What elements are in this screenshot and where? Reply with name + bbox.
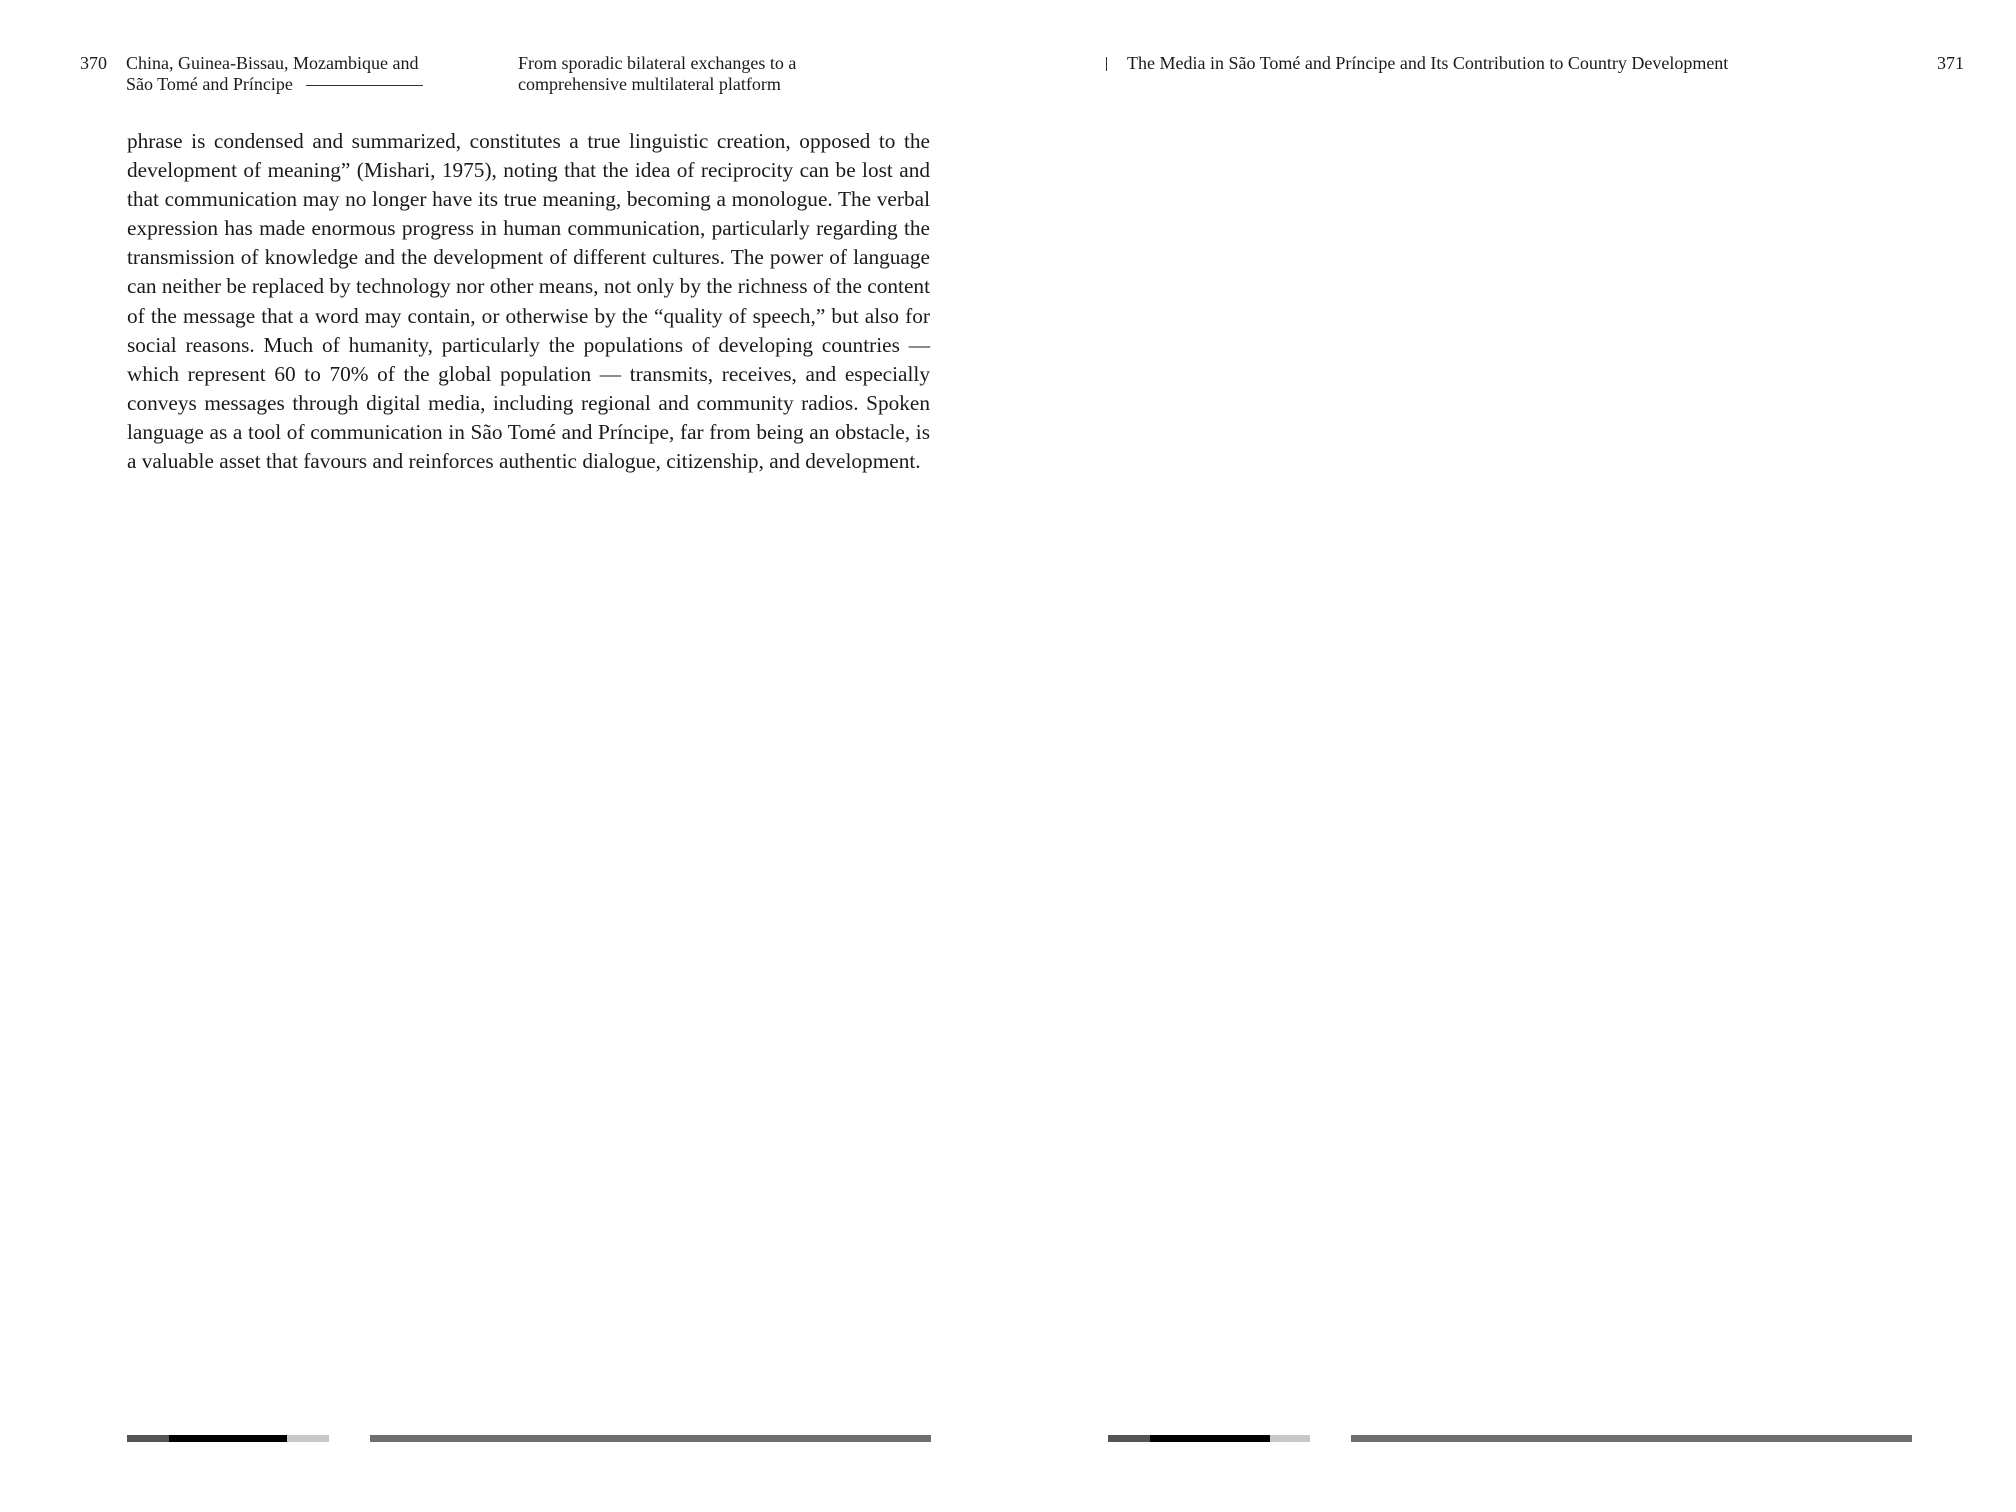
right-footer-bar-long <box>1351 1435 1912 1442</box>
right-footer-bar-dark <box>1108 1435 1150 1442</box>
header-separator <box>1106 57 1107 71</box>
chapter-title: The Media in São Tomé and Príncipe and Its Contribution to Country Development <box>1127 53 1729 73</box>
left-footer-bar-long <box>370 1435 931 1442</box>
book-title-line-1: China, Guinea-Bissau, Mozambique and <box>126 53 419 73</box>
part-title-line-2: comprehensive multilateral platform <box>518 74 781 94</box>
part-title <box>518 53 796 95</box>
right-footer-bar-light <box>1270 1435 1310 1442</box>
right-footer-bar-black <box>1150 1435 1270 1442</box>
book-title-line-2-row <box>126 74 423 95</box>
left-footer-bar-light <box>287 1435 329 1442</box>
book-title-line-2: São Tomé and Príncipe <box>126 74 293 94</box>
book-title <box>126 53 423 95</box>
left-footer-bar-black <box>169 1435 287 1442</box>
part-title-line-1: From sporadic bilateral exchanges to a <box>518 53 797 73</box>
body-paragraph: phrase is condensed and summarized, constitutes a true linguistic creation, opposed to the development of meaning” (Mishari, 1975), noting that the idea of reciprocity can be lost and that communication may no longer have its true meaning, becoming a monologue. The verbal expression has made enormous progress in human communication, particularly regarding the transmission of knowledge and the development of different cultures. The power of language can neither be replaced by technology nor other means, not only by the richness of the content of the message that a word may contain, or otherwise by the “quality of speech,” but also for social reasons. Much of humanity, particularly the populations of developing countries — which represent 60 to 70% of the global population — transmits, receives, and especially conveys messages through digital media, including regional and community radios. Spoken language as a tool of communication in São Tomé and Príncipe, far from being an obstacle, is a valuable asset that favours and reinforces authentic dialogue, citizenship, and development. <box>127 129 930 474</box>
header-rule <box>306 85 423 86</box>
right-page-number: 371 <box>1937 53 1964 73</box>
left-page-number: 370 <box>80 53 107 73</box>
left-footer-bar-dark <box>127 1435 169 1442</box>
